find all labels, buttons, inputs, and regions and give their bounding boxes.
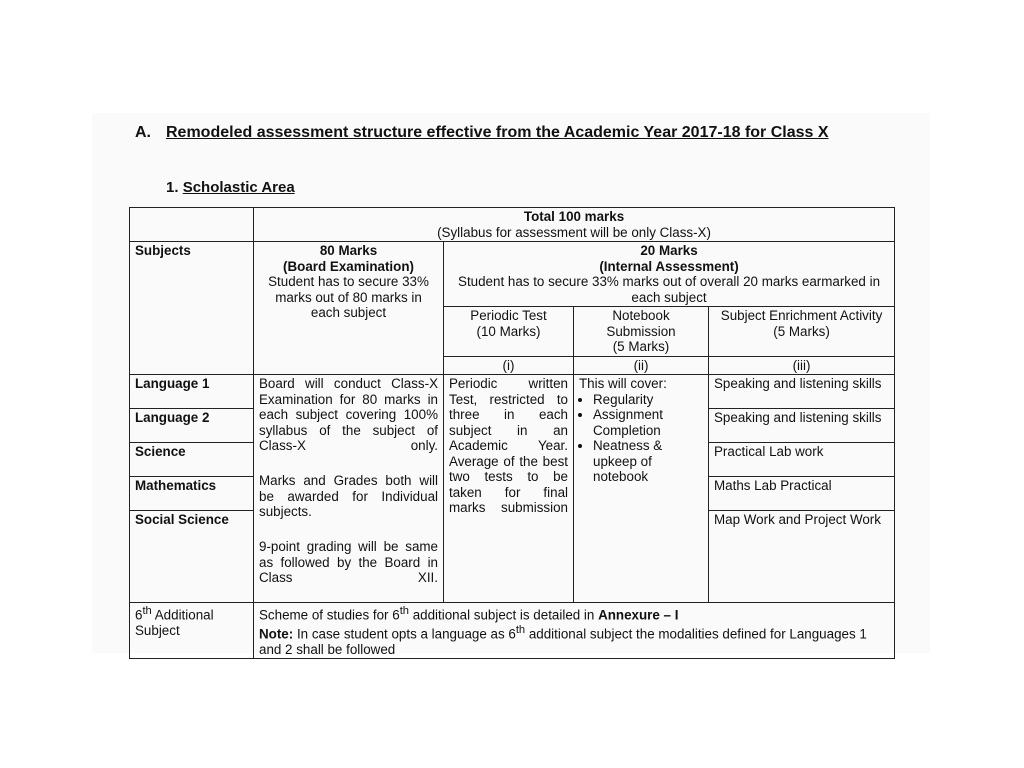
notebook-list: [579, 392, 703, 485]
additional-subject-label: [130, 603, 254, 659]
internal-marks-title: 20 Marks: [640, 243, 698, 258]
periodic-test-marks: (10 Marks): [476, 323, 541, 339]
scheme-sup: th: [399, 605, 409, 617]
heading-text: Remodeled assessment structure effective from the Academic Year 2017-18 for Class X: [166, 124, 829, 141]
board-description-text: Marks and Grades both will be awarded for Individual subjects.: [259, 473, 438, 519]
notebook-item: • Assignment Completion: [593, 407, 703, 438]
scheme-text: additional subject is detailed in: [409, 607, 599, 623]
subjects-header: Subjects: [130, 242, 254, 375]
note-text: In case student opts a language as 6: [293, 626, 516, 642]
section-title: Scholastic Area: [182, 179, 295, 196]
note-sup: th: [515, 623, 526, 636]
notebook-index: (ii): [574, 356, 709, 375]
scheme-text: Scheme of studies for 6: [259, 607, 400, 623]
total-marks-note: (Syllabus for assessment will be only Class-X): [437, 224, 711, 240]
enrichment-cell: Map Work and Project Work: [709, 511, 895, 603]
enrichment-cell: Speaking and listening skills: [709, 409, 895, 443]
subject-name: Mathematics: [130, 477, 254, 511]
total-marks-cell: [254, 208, 895, 242]
assessment-table: [129, 207, 895, 659]
enrichment-header: [709, 307, 895, 357]
corner-cell: [130, 208, 254, 242]
board-marks-title: 80 Marks: [319, 243, 378, 258]
total-marks-row: [130, 208, 895, 242]
additional-label-text: Additional Subject: [135, 607, 214, 638]
internal-marks-note: Student has to secure 33% marks out of overall 20 marks earmarked in each subject: [458, 274, 881, 305]
periodic-description-cell: Periodic written Test, restricted to three in each subject in an Academic Year. Average of the best two tests to be taken for final marks submission: [444, 375, 574, 603]
notebook-description-cell: [574, 375, 709, 603]
notebook-label: Notebook Submission: [606, 308, 676, 339]
board-header-cell: [254, 242, 444, 375]
internal-marks-subtitle: (Internal Assessment): [599, 258, 739, 274]
periodic-test-header: [444, 307, 574, 357]
internal-header-cell: [444, 242, 895, 307]
board-description-text: Board will conduct Class-X Examination for 80 marks in each subject covering 100% syllabus of the subject of Class-X only.: [259, 376, 438, 453]
notebook-item: • Regularity: [593, 392, 703, 408]
board-description-text: 9-point grading will be same as followed by the Board in Class XII.: [259, 539, 438, 585]
section-number: 1.: [166, 179, 179, 196]
additional-subject-details: [254, 603, 895, 659]
notebook-intro: This will cover:: [579, 376, 667, 391]
note-text: additional subject the modalities defined for Languages 1 and 2 shall be followed: [259, 626, 867, 657]
additional-subject-row: [130, 603, 895, 659]
board-description-cell: [254, 375, 444, 603]
enrichment-cell: Practical Lab work: [709, 443, 895, 477]
notebook-item: • Neatness & upkeep of notebook: [593, 438, 703, 485]
subject-name: Language 2: [130, 409, 254, 443]
marks-header-row: [130, 242, 895, 307]
board-marks-note: Student has to secure 33% marks out of 80 marks in each subject: [268, 274, 429, 320]
annexure-reference: Annexure – I: [598, 607, 679, 623]
enrichment-marks: (5 Marks): [773, 323, 830, 339]
section-heading: [166, 179, 295, 196]
enrichment-label: Subject Enrichment Activity: [720, 308, 883, 323]
subject-name: Language 1: [130, 375, 254, 409]
periodic-test-label: Periodic Test: [470, 308, 547, 323]
notebook-marks: (5 Marks): [612, 339, 670, 354]
board-marks-subtitle: (Board Examination): [283, 258, 414, 274]
subject-row: [130, 375, 895, 409]
enrichment-cell: Speaking and listening skills: [709, 375, 895, 409]
enrichment-index: (iii): [709, 356, 895, 375]
subject-name: Science: [130, 443, 254, 477]
periodic-test-index: (i): [444, 356, 574, 375]
notebook-header: [574, 307, 709, 357]
additional-label-sup: th: [142, 605, 152, 617]
total-marks-title: Total 100 marks: [523, 209, 625, 224]
heading-letter: A.: [135, 124, 151, 141]
scheme-line: [259, 604, 889, 623]
subject-name: Social Science: [130, 511, 254, 603]
note-label: Note:: [259, 626, 294, 642]
note-line: [259, 623, 889, 657]
enrichment-cell: Maths Lab Practical: [709, 477, 895, 511]
additional-label-number: 6: [135, 607, 143, 623]
